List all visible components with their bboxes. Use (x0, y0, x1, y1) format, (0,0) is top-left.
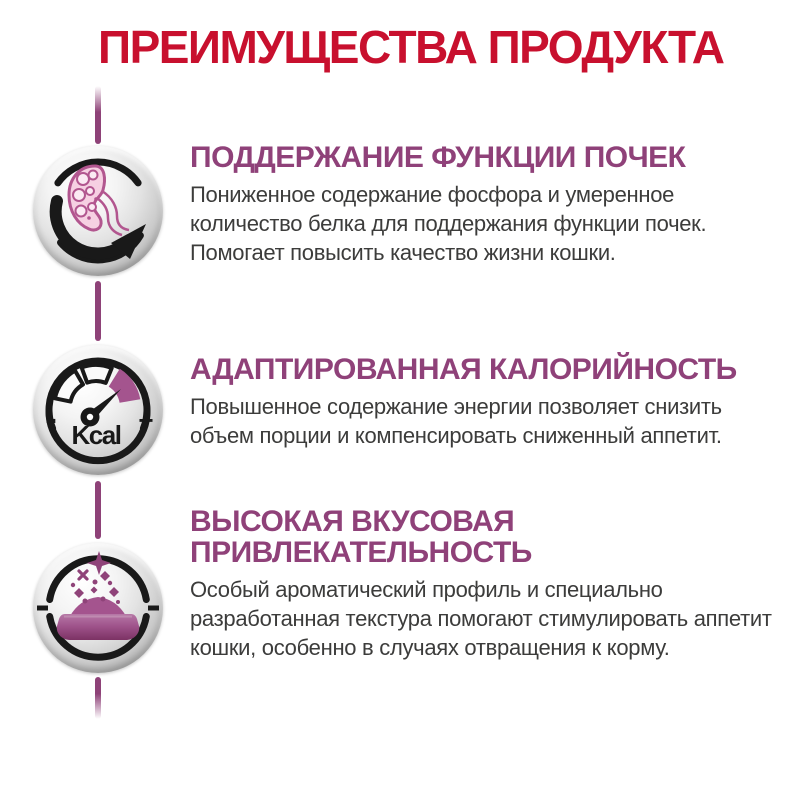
food-bowl-icon (33, 543, 163, 673)
kcal-gauge-icon (33, 345, 163, 475)
benefit-body: Особый ароматический профиль и специально разработанная текстура помогают стимулировать аппетит кошки, особенно в случаях отвращения к корму. (190, 577, 772, 661)
food-bowl-aroma-icon (33, 543, 163, 673)
kidney-icon (33, 146, 163, 276)
benefit-section-calories (190, 354, 775, 450)
benefit-heading: ПОДДЕРЖАНИЕ ФУНКЦИИ ПОЧЕК (190, 141, 686, 174)
gauge-kcal-label: Kcal (71, 420, 121, 450)
gauge-icon (33, 345, 163, 475)
timeline-rail-segment-mid2 (95, 481, 101, 539)
benefit-section-kidney (190, 142, 775, 267)
benefit-heading: АДАПТИРОВАННАЯ КАЛОРИЙНОСТЬ (190, 353, 737, 386)
timeline-rail-segment-mid1 (95, 281, 101, 341)
benefit-section-palatability (190, 506, 775, 662)
timeline-rail-segment-bottom (95, 677, 101, 719)
page-title: ПРЕИМУЩЕСТВА ПРОДУКТА (98, 21, 724, 73)
benefit-body: Пониженное содержание фосфора и умеренное количество белка для поддержания функции почек. Помогает повысить качество жизни кошки. (190, 182, 707, 266)
gauge-minus-label: - (45, 400, 57, 438)
kidney-support-icon (33, 146, 163, 276)
benefit-body: Повышенное содержание энергии позволяет снизить объем порции и компенсировать сниженный аппетит. (190, 394, 722, 449)
benefit-heading: ВЫСОКАЯ ВКУСОВАЯ ПРИВЛЕКАТЕЛЬНОСТЬ (190, 505, 532, 570)
timeline-rail-segment-top (95, 86, 101, 144)
gauge-plus-label: + (138, 405, 154, 435)
